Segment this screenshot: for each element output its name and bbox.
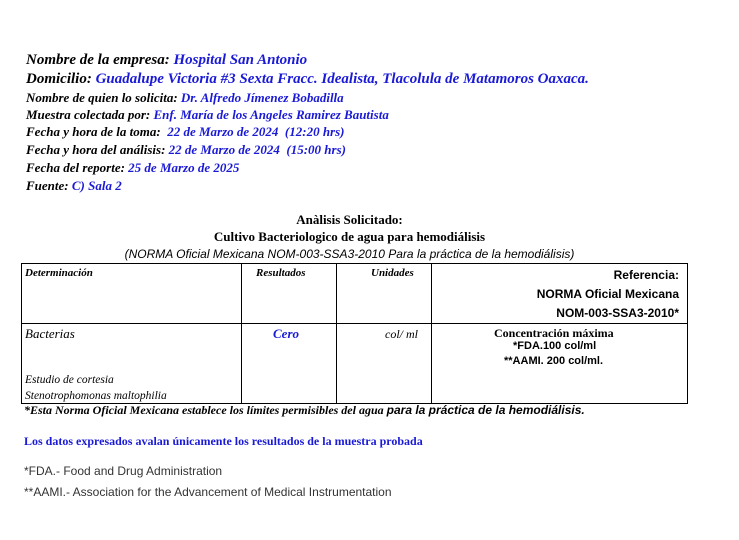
requester-value: Dr. Alfredo Jímenez Bobadilla — [180, 90, 344, 105]
row-cell-resultado — [242, 324, 337, 404]
requester-line — [26, 90, 344, 106]
col-referencia-1: Referencia: — [613, 268, 679, 282]
row-cell-referencia — [432, 324, 688, 404]
company-value: Hospital San Antonio — [173, 52, 308, 68]
disclaimer: Los datos expresados avalan únicamente los resultados de la muestra probada — [24, 434, 423, 448]
reference-block — [432, 264, 687, 323]
requester-label: Nombre de quien lo solicita: — [26, 90, 178, 105]
col-referencia-3: NOM-003-SSA3-2010* — [556, 306, 679, 320]
row-cell-unidades — [337, 324, 432, 404]
analysis-date-line — [26, 142, 346, 158]
col-resultados: Resultados — [256, 267, 306, 279]
table-row — [22, 324, 688, 404]
row-cell-determinacion — [22, 324, 242, 404]
header-cell-unidades — [337, 264, 432, 324]
results-table — [21, 263, 688, 404]
analysis-name: Cultivo Bacteriologico de agua para hemodiálisis — [213, 229, 486, 244]
address-label: Domicilio: — [26, 71, 92, 87]
courtesy-value: Stenotrophomonas maltophilia — [25, 390, 167, 402]
sample-date-line — [26, 124, 345, 140]
sample-date-value: 22 de Marzo de 2024 (12:20 hrs) — [163, 124, 345, 139]
source-label: Fuente: — [26, 178, 69, 193]
table-header-row — [22, 264, 688, 324]
company-label: Nombre de la empresa: — [26, 52, 170, 68]
collector-line — [26, 107, 389, 123]
header-cell-referencia — [432, 264, 688, 324]
address-line — [26, 71, 589, 88]
col-unidades: Unidades — [371, 267, 414, 279]
collector-value: Enf. María de los Angeles Ramirez Bautista — [153, 107, 389, 122]
analysis-heading: Anàlisis Solicitado: — [296, 212, 403, 227]
report-date-value: 25 de Marzo de 2025 — [128, 160, 240, 175]
row-determinacion: Bacterias — [25, 326, 75, 341]
row-ref-aami: **AAMI. 200 col/ml. — [504, 355, 604, 367]
analysis-norm: (NORMA Oficial Mexicana NOM-003-SSA3-2010 Para la práctica de la hemodiálisis) — [124, 247, 575, 261]
header-cell-determinacion — [22, 264, 242, 324]
analysis-date-value: 22 de Marzo de 2024 (15:00 hrs) — [168, 142, 346, 157]
fda-note: *FDA.- Food and Drug Administration — [24, 464, 223, 478]
row-ref-title: Concentración máxima — [494, 326, 614, 340]
col-determinacion: Determinación — [25, 267, 93, 279]
collector-label: Muestra colectada por: — [26, 107, 151, 122]
row-resultado: Cero — [273, 326, 299, 341]
row-unidades: col/ ml — [385, 327, 418, 341]
row-ref-fda: *FDA.100 col/ml — [513, 340, 597, 352]
aami-note: **AAMI.- Association for the Advancement of Medical Instrumentation — [24, 485, 392, 499]
source-value: C) Sala 2 — [71, 178, 122, 193]
company-line — [26, 52, 307, 69]
courtesy-label: Estudio de cortesia — [25, 374, 114, 386]
col-referencia-2: NORMA Oficial Mexicana — [536, 287, 679, 301]
norm-note — [24, 401, 585, 419]
header-cell-resultados — [242, 264, 337, 324]
sample-date-label: Fecha y hora de la toma: — [26, 124, 161, 139]
address-value: Guadalupe Victoria #3 Sexta Fracc. Idealista, Tlacolula de Matamoros Oaxaca. — [95, 71, 589, 87]
report-date-label: Fecha del reporte: — [26, 160, 125, 175]
norm-note-part1: *Esta Norma Oficial Mexicana establece los límites permisibles del agua — [24, 403, 387, 417]
analysis-date-label: Fecha y hora del análisis: — [26, 142, 166, 157]
source-line — [26, 178, 122, 194]
norm-note-part2: para la práctica de la hemodiálisis. — [386, 403, 585, 417]
report-date-line — [26, 160, 239, 176]
